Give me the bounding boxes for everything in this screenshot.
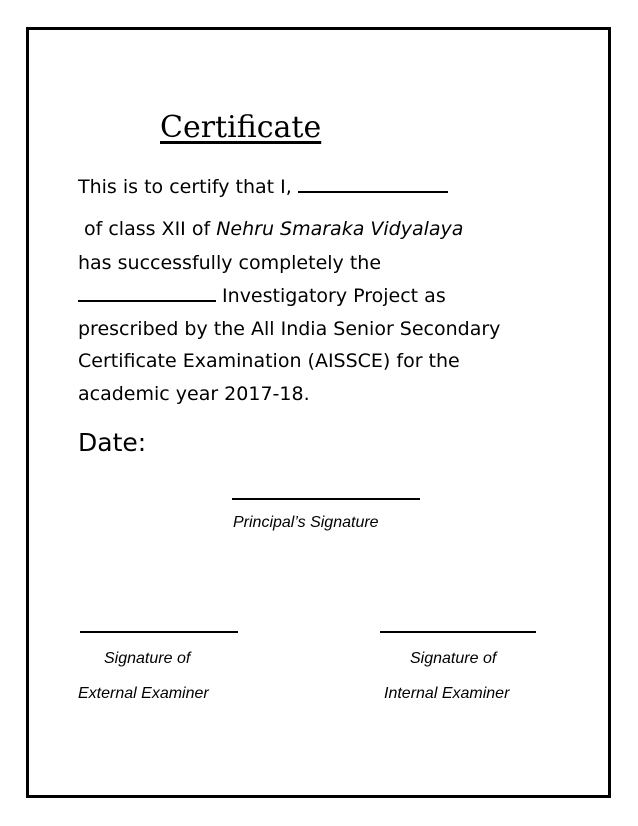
body-line-4 xyxy=(78,285,446,307)
body-line-2 xyxy=(84,218,463,240)
body-line-1 xyxy=(78,176,448,198)
principal-signature-line xyxy=(232,498,420,500)
subject-blank xyxy=(78,286,216,302)
name-blank xyxy=(298,177,448,193)
internal-signature-label-1: Signature of xyxy=(410,650,497,667)
principal-signature-label: Principal’s Signature xyxy=(233,514,379,531)
body-line-7: academic year 2017-18. xyxy=(78,383,310,405)
body-line-6: Certificate Examination (AISSCE) for the xyxy=(78,350,460,372)
certify-text: This is to certify that I, xyxy=(78,176,292,198)
body-line-5: prescribed by the All India Senior Secondary xyxy=(78,318,501,340)
certificate-title: Certificate xyxy=(160,110,322,145)
external-signature-label-1: Signature of xyxy=(104,650,191,667)
external-signature-line xyxy=(80,631,238,633)
external-signature-label-2: External Examiner xyxy=(78,685,209,702)
internal-signature-label-2: Internal Examiner xyxy=(384,685,510,702)
school-name: Nehru Smaraka Vidyalaya xyxy=(216,218,464,240)
body-line-3: has successfully completely the xyxy=(78,252,382,274)
class-text: of class XII of xyxy=(84,218,211,240)
project-text: Investigatory Project as xyxy=(222,285,446,307)
date-label: Date: xyxy=(78,428,147,457)
internal-signature-line xyxy=(380,631,536,633)
